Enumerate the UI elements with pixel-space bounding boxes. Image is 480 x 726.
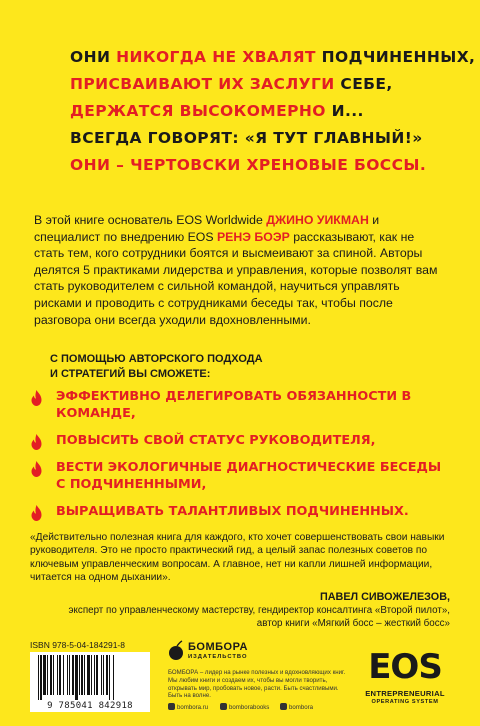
benefit-item: ВЫРАЩИВАТЬ ТАЛАНТЛИВЫХ ПОДЧИНЕННЫХ. xyxy=(30,503,450,520)
barcode-bar xyxy=(94,655,95,695)
publisher-socials xyxy=(168,703,368,715)
intro-paragraph: В этой книге основатель EOS Worldwide ДЖИНО УИКМАН и специалист по внедрению EOS РЕНЭ БОЭР рассказывают, как не стать тем, кого сотрудники боятся и высмеивают за спиной. Авторы делятся 5 практиками лидерства и управления, которые позволят вам стать руководителем с сильной командой, научиться управлять рисками и проводить с сотрудниками беседы так, чтобы после разговора они всегда уходили вдохновленными. xyxy=(34,213,438,327)
quote-author xyxy=(30,590,450,630)
headline-line-1: ОНИ НИКОГДА НЕ ХВАЛЯТ ПОДЧИНЕННЫХ, xyxy=(70,48,476,66)
publisher-name: БОМБОРА xyxy=(188,641,248,653)
barcode-bar xyxy=(38,655,39,700)
quote-author-name: ПАВЕЛ СИВОЖЕЛЕЗОВ, xyxy=(319,591,450,603)
isbn: ISBN 978-5-04-184291-8 xyxy=(30,640,125,650)
review-quote: «Действительно полезная книга для каждого, кто хочет совершенствовать свои навыки руководителя. Это не просто практический гид, а целый запас полезных советов по ключевым управленческим вопросам. А главное, нет ни капли лишней информации, читается на одном дыхании». xyxy=(30,532,445,584)
barcode-bar xyxy=(113,655,114,700)
benefit-item: ПОВЫСИТЬ СВОЙ СТАТУС РУКОВОДИТЕЛЯ, xyxy=(30,432,450,449)
benefits-list xyxy=(30,388,450,520)
barcode-bar xyxy=(53,655,54,695)
headline xyxy=(70,44,476,179)
publisher-sub: ИЗДАТЕЛЬСТВО xyxy=(188,654,248,660)
social-link-vk[interactable]: bomborabooks xyxy=(220,703,269,711)
barcode-bar xyxy=(109,655,110,700)
benefit-item: ВЕСТИ ЭКОЛОГИЧНЫЕ ДИАГНОСТИЧЕСКИЕ БЕСЕДЫ С ПОДЧИНЕННЫМИ, xyxy=(30,459,450,493)
flame-icon xyxy=(30,461,43,477)
barcode-bar xyxy=(59,655,61,695)
eos-logo-subtitle: ENTREPRENEURIAL xyxy=(365,689,445,698)
barcode-bar xyxy=(72,655,74,695)
benefit-item: ЭФФЕКТИВНО ДЕЛЕГИРОВАТЬ ОБЯЗАННОСТИ В КОМАНДЕ, xyxy=(30,388,450,422)
author-name-2: РЕНЭ БОЭР xyxy=(216,229,290,244)
publisher-description: БОМБОРА – лидер на рынке полезных и вдохновляющих книг. Мы любим книги и создаем их, чтобы вы могли творить, открывать мир, пробовать новое, расти. Быть счастливыми. Быть на волне. xyxy=(168,669,346,700)
barcode-bar xyxy=(47,655,48,695)
barcode-bar xyxy=(63,655,64,695)
flame-icon xyxy=(30,505,43,521)
author-name-1: ДЖИНО УИКМАН xyxy=(266,213,369,227)
social-link-site[interactable]: bombora.ru xyxy=(168,703,208,711)
barcode-bar xyxy=(75,655,78,700)
flame-icon xyxy=(30,390,43,406)
barcode-bar xyxy=(106,655,108,695)
headline-line-4: ВСЕГДА ГОВОРЯТ: «Я ТУТ ГЛАВНЫЙ!» xyxy=(70,129,423,147)
barcode-digits: 9 785041 842918 xyxy=(47,701,133,711)
barcode-bar xyxy=(96,655,98,695)
barcode-bar xyxy=(81,655,83,695)
eos-logo-tagline: OPERATING SYSTEM xyxy=(371,699,439,705)
barcode-bar xyxy=(40,655,42,700)
barcode-bar xyxy=(67,655,68,695)
barcode-bar xyxy=(91,655,92,695)
barcode-bar xyxy=(50,655,52,695)
vk-icon xyxy=(220,703,227,710)
barcode xyxy=(30,652,150,712)
barcode-bar xyxy=(84,655,85,695)
headline-line-3: ДЕРЖАТСЯ ВЫСОКОМЕРНО И... xyxy=(70,102,364,120)
barcode-bar xyxy=(87,655,90,695)
benefits-lead: С ПОМОЩЬЮ АВТОРСКОГО ПОДХОДА И СТРАТЕГИЙ ВЫ СМОЖЕТЕ: xyxy=(50,353,263,380)
barcode-bar xyxy=(101,655,102,695)
barcode-bar xyxy=(103,655,104,695)
eos-logo: EOS xyxy=(368,647,442,687)
globe-icon xyxy=(168,703,175,710)
quote-author-role: эксперт по управленческому мастерству, гендиректор консалтинга «Второй пилот», xyxy=(68,605,450,616)
barcode-bar xyxy=(69,655,70,695)
headline-line-5: ОНИ – ЧЕРТОВСКИ ХРЕНОВЫЕ БОССЫ. xyxy=(70,156,427,174)
telegram-icon xyxy=(280,703,287,710)
barcode-bar xyxy=(57,655,58,695)
barcode-bar xyxy=(79,655,80,695)
barcode-bar xyxy=(43,655,46,695)
headline-line-2: ПРИСВАИВАЮТ ИХ ЗАСЛУГИ СЕБЕ, xyxy=(70,75,393,93)
flame-icon xyxy=(30,434,43,450)
social-link-telegram[interactable]: bombora xyxy=(280,703,313,711)
quote-author-book: автор книги «Мягкий босс – жесткий босс» xyxy=(256,618,450,629)
barcode-bars xyxy=(30,652,150,700)
